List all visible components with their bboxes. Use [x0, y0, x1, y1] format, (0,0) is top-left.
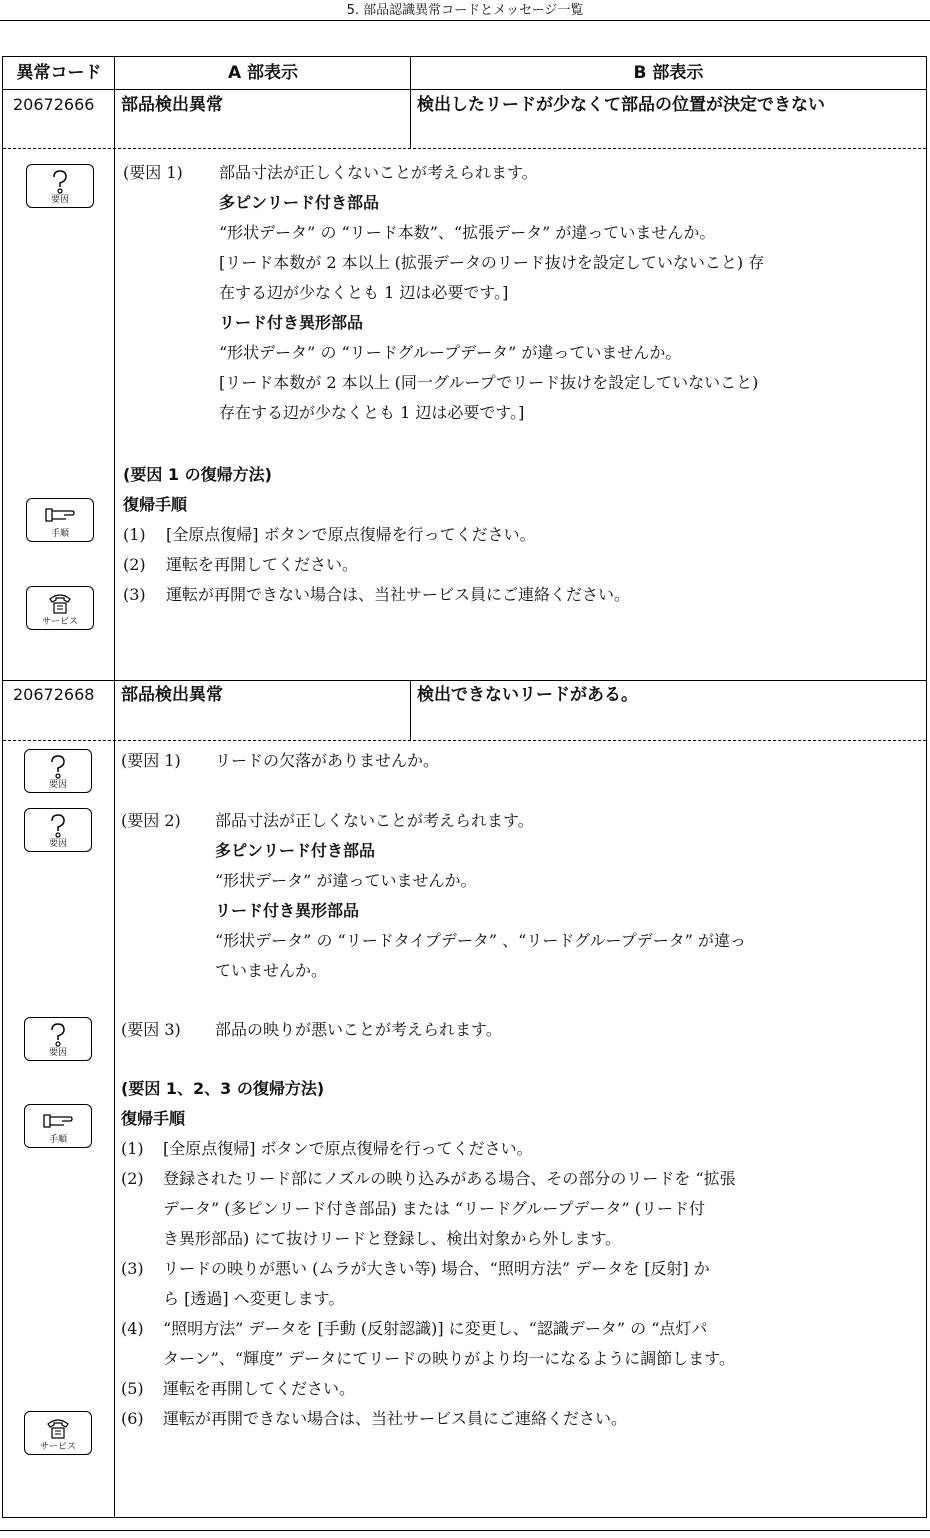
step-text: 運転が再開できない場合は、当社サービス員にご連絡ください。: [163, 1409, 628, 1428]
step-text: データ” (多ピンリード付き部品) または “リードグループデータ” (リード付: [163, 1199, 706, 1218]
b-display-text: 検出できないリードがある。: [417, 685, 638, 705]
step-text: き異形部品) にて抜けリードと登録し、検出対象から外します。: [163, 1229, 622, 1248]
subsection-title: リード付き異形部品: [215, 901, 360, 920]
subsection-title: 多ピンリード付き部品: [215, 841, 376, 860]
step-text: [全原点復帰] ボタンで原点復帰を行ってください。: [166, 525, 536, 544]
body-line: “形状データ” の “リードグループデータ” が違っていませんか。: [219, 343, 682, 362]
cause-text: 部品寸法が正しくないことが考えられます。: [215, 811, 534, 830]
steps-title: 復帰手順: [123, 495, 188, 514]
step-number: (3): [121, 1259, 144, 1278]
header-b-display: B 部表示: [633, 63, 704, 83]
step-number: (3): [123, 585, 146, 604]
header-a-display: A 部表示: [227, 63, 299, 83]
a-display-text: 部品検出異常: [121, 95, 223, 115]
steps-title: 復帰手順: [121, 1109, 186, 1128]
step-number: (1): [121, 1139, 144, 1158]
step-text: “照明方法” データを [手動 (反射認識)] に変更し、“認識データ” の “点灯パ: [163, 1319, 708, 1338]
recovery-title: (要因 1、2、3 の復帰方法): [121, 1079, 325, 1098]
cause-label: (要因 1): [121, 751, 181, 770]
step-text: ターン”、“輝度” データにてリードの映りがより均一になるように調節します。: [163, 1349, 736, 1368]
service-icon: サービス: [26, 586, 94, 630]
cause-label: (要因 2): [121, 811, 181, 830]
step-number: (2): [121, 1169, 144, 1188]
step-text: リードの映りが悪い (ムラが大きい等) 場合、“照明方法” データを [反射] か: [163, 1259, 710, 1278]
a-display-text: 部品検出異常: [121, 685, 223, 705]
recovery-title: (要因 1 の復帰方法): [123, 465, 272, 484]
step-number: (5): [121, 1379, 144, 1398]
footer-rule: [0, 1530, 930, 1531]
step-number: (6): [121, 1409, 144, 1428]
cause-text: 部品寸法が正しくないことが考えられます。: [219, 163, 538, 182]
body-line: [リード本数が 2 本以上 (同一グループでリード抜けを設定していないこと): [219, 373, 759, 392]
body-line: ていませんか。: [215, 961, 328, 980]
body-line: 存在する辺が少なくとも 1 辺は必要です。]: [219, 403, 525, 422]
service-icon: サービス: [24, 1411, 92, 1455]
cause-icon: 要因: [24, 749, 92, 793]
step-number: (2): [123, 555, 146, 574]
cause-label: (要因 3): [121, 1020, 181, 1039]
error-code: 20672668: [13, 685, 95, 704]
step-number: (4): [121, 1319, 144, 1338]
subsection-title: 多ピンリード付き部品: [219, 193, 380, 212]
body-line: “形状データ” が違っていませんか。: [215, 871, 477, 890]
step-text: 運転を再開してください。: [166, 555, 359, 574]
b-display-text: 検出したリードが少なくて部品の位置が決定できない: [417, 95, 825, 115]
body-line: 在する辺が少なくとも 1 辺は必要です。]: [219, 283, 509, 302]
page-header: 5. 部品認識異常コードとメッセージ一覧: [0, 0, 930, 21]
step-text: 運転が再開できない場合は、当社サービス員にご連絡ください。: [166, 585, 631, 604]
cause-icon: 要因: [24, 808, 92, 852]
step-number: (1): [123, 525, 146, 544]
step-text: 登録されたリード部にノズルの映り込みがある場合、その部分のリードを “拡張: [163, 1169, 736, 1188]
cause-icon: 要因: [24, 1017, 92, 1061]
header-code: 異常コード: [16, 63, 102, 83]
body-line: [リード本数が 2 本以上 (拡張データのリード抜けを設定していないこと) 存: [219, 253, 765, 272]
step-text: 運転を再開してください。: [163, 1379, 356, 1398]
cause-text: リードの欠落がありませんか。: [215, 751, 440, 770]
cause-text: 部品の映りが悪いことが考えられます。: [215, 1020, 502, 1039]
step-text: ら [透過] へ変更します。: [163, 1289, 345, 1308]
body-line: “形状データ” の “リードタイプデータ” 、“リードグループデータ” が違っ: [215, 931, 747, 950]
body-line: “形状データ” の “リード本数”、“拡張データ” が違っていませんか。: [219, 223, 716, 242]
cause-label: (要因 1): [123, 163, 183, 182]
procedure-icon: 手順: [26, 498, 94, 542]
step-text: [全原点復帰] ボタンで原点復帰を行ってください。: [163, 1139, 533, 1158]
error-code: 20672666: [13, 95, 95, 114]
cause-icon: 要因: [26, 164, 94, 208]
subsection-title: リード付き異形部品: [219, 313, 364, 332]
procedure-icon: 手順: [24, 1104, 92, 1148]
error-code-table: [2, 56, 927, 1518]
